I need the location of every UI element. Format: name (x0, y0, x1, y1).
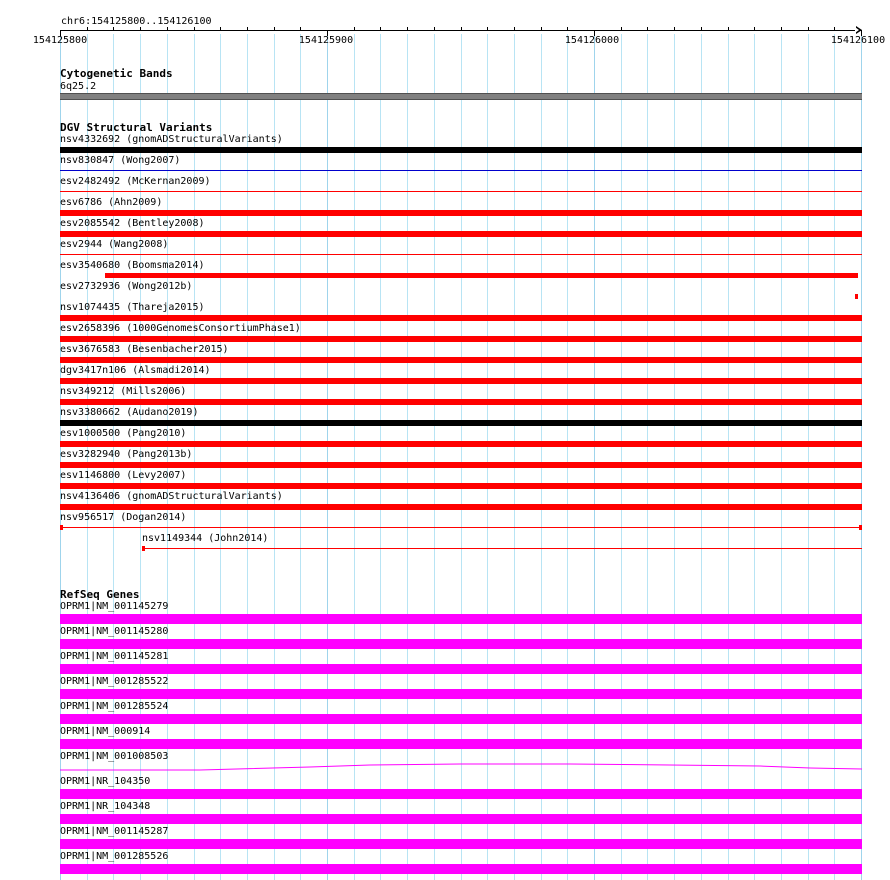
ruler-arrow-icon-inner (855, 27, 859, 33)
ruler-tick (808, 27, 809, 30)
grid-line (567, 34, 568, 880)
dgv-feature-label: esv3540680 (Boomsma2014) (60, 260, 205, 271)
ruler-tick (487, 27, 488, 30)
track-title-refseq[interactable]: RefSeq Genes (60, 588, 140, 601)
refseq-feature-glyph[interactable] (60, 839, 862, 849)
dgv-feature-label: nsv3380662 (Audano2019) (60, 407, 199, 418)
dgv-feature-end-marker (142, 546, 145, 551)
refseq-feature-glyph[interactable] (60, 689, 862, 699)
ruler-tick (834, 27, 835, 30)
cytoband-bar[interactable] (60, 93, 862, 100)
dgv-feature-glyph[interactable] (60, 191, 862, 192)
ruler-tick (407, 27, 408, 30)
ruler-tick (461, 27, 462, 30)
dgv-feature-label: dgv3417n106 (Alsmadi2014) (60, 365, 211, 376)
grid-line (621, 34, 622, 880)
grid-line (808, 34, 809, 880)
refseq-feature-label: OPRM1|NM_001145287 (60, 826, 169, 837)
grid-line (647, 34, 648, 880)
refseq-feature-label: OPRM1|NM_001145280 (60, 626, 169, 637)
dgv-feature-glyph[interactable] (60, 378, 862, 384)
dgv-feature-label: nsv1074435 (Thareja2015) (60, 302, 205, 313)
dgv-feature-glyph[interactable] (855, 294, 858, 299)
grid-line (380, 34, 381, 880)
grid-line (220, 34, 221, 880)
refseq-feature-glyph[interactable] (60, 639, 862, 649)
dgv-feature-label: esv3282940 (Pang2013b) (60, 449, 193, 460)
ruler-tick (647, 27, 648, 30)
grid-line (754, 34, 755, 880)
refseq-feature-label: OPRM1|NR_104348 (60, 801, 151, 812)
dgv-feature-label: nsv349212 (Mills2006) (60, 386, 187, 397)
ruler-tick (247, 27, 248, 30)
ruler-tick-label: 154126100 (830, 35, 886, 46)
dgv-feature-label: esv1146800 (Levy2007) (60, 470, 187, 481)
dgv-feature-label: nsv4332692 (gnomADStructuralVariants) (60, 134, 283, 145)
grid-line (327, 34, 328, 880)
dgv-feature-glyph[interactable] (60, 170, 862, 171)
ruler-tick (674, 27, 675, 30)
ruler-tick (113, 27, 114, 30)
refseq-feature-glyph[interactable] (60, 814, 862, 824)
dgv-feature-label: nsv830847 (Wong2007) (60, 155, 181, 166)
ruler-tick-label: 154125900 (298, 35, 354, 46)
dgv-feature-glyph[interactable] (60, 462, 862, 468)
refseq-feature-label: OPRM1|NM_001145279 (60, 601, 169, 612)
ruler-location: chr6:154125800..154126100 (61, 16, 212, 27)
dgv-feature-label: esv2944 (Wang2008) (60, 239, 169, 250)
dgv-feature-glyph[interactable] (60, 527, 862, 528)
ruler-tick (300, 27, 301, 30)
dgv-feature-glyph[interactable] (142, 548, 862, 549)
refseq-feature-label: OPRM1|NM_001145281 (60, 651, 169, 662)
refseq-feature-glyph[interactable] (60, 739, 862, 749)
grid-line (514, 34, 515, 880)
refseq-feature-label: OPRM1|NR_104350 (60, 776, 151, 787)
ruler-tick (380, 27, 381, 30)
dgv-feature-label: nsv1149344 (John2014) (142, 533, 269, 544)
dgv-feature-end-marker (859, 525, 862, 530)
ruler-tick (434, 27, 435, 30)
dgv-feature-glyph[interactable] (60, 483, 862, 489)
dgv-feature-glyph[interactable] (60, 399, 862, 405)
grid-line (407, 34, 408, 880)
grid-line (728, 34, 729, 880)
ruler-tick-label: 154125800 (32, 35, 88, 46)
dgv-feature-label: nsv956517 (Dogan2014) (60, 512, 187, 523)
dgv-feature-label: esv2482492 (McKernan2009) (60, 176, 211, 187)
grid-line (300, 34, 301, 880)
refseq-feature-glyph[interactable] (60, 664, 862, 674)
ruler-tick (274, 27, 275, 30)
ruler-tick (781, 27, 782, 30)
ruler-tick-label: 154126000 (564, 35, 620, 46)
ruler-tick (754, 27, 755, 30)
dgv-feature-label: esv6786 (Ahn2009) (60, 197, 163, 208)
dgv-feature-glyph[interactable] (60, 210, 862, 216)
grid-line (461, 34, 462, 880)
refseq-feature-glyph[interactable] (60, 714, 862, 724)
grid-line (194, 34, 195, 880)
refseq-feature-label: OPRM1|NM_001285526 (60, 851, 169, 862)
grid-line (594, 34, 595, 880)
dgv-feature-label: esv2658396 (1000GenomesConsortiumPhase1) (60, 323, 301, 334)
dgv-feature-glyph[interactable] (60, 254, 862, 255)
dgv-feature-label: esv3676583 (Besenbacher2015) (60, 344, 229, 355)
dgv-feature-glyph[interactable] (60, 147, 862, 153)
refseq-feature-glyph[interactable] (60, 789, 862, 799)
grid-line (701, 34, 702, 880)
dgv-feature-glyph[interactable] (105, 273, 858, 278)
grid-line (861, 34, 862, 880)
refseq-feature-glyph[interactable] (60, 864, 862, 874)
dgv-feature-glyph[interactable] (60, 336, 862, 342)
dgv-feature-glyph[interactable] (60, 420, 862, 426)
grid-line (781, 34, 782, 880)
ruler-tick (514, 27, 515, 30)
ruler-tick (728, 27, 729, 30)
ruler-tick (140, 27, 141, 30)
grid-line (247, 34, 248, 880)
refseq-feature-label: OPRM1|NM_001285524 (60, 701, 169, 712)
dgv-feature-end-marker (60, 525, 63, 530)
grid-line (274, 34, 275, 880)
ruler-line (60, 30, 861, 31)
ruler-tick (167, 27, 168, 30)
dgv-feature-glyph[interactable] (60, 315, 862, 321)
grid-line (674, 34, 675, 880)
ruler-tick (567, 27, 568, 30)
track-title-dgv[interactable]: DGV Structural Variants (60, 121, 213, 134)
grid-line (834, 34, 835, 880)
refseq-feature-label: OPRM1|NM_001008503 (60, 751, 169, 762)
grid-line (434, 34, 435, 880)
dgv-feature-glyph[interactable] (60, 504, 862, 510)
track-title-cytoband[interactable]: Cytogenetic Bands (60, 67, 173, 80)
dgv-feature-glyph[interactable] (60, 231, 862, 237)
dgv-feature-label: esv2732936 (Wong2012b) (60, 281, 193, 292)
refseq-feature-glyph[interactable] (60, 614, 862, 624)
ruler-tick (87, 27, 88, 30)
dgv-feature-glyph[interactable] (60, 441, 862, 447)
ruler-tick (701, 27, 702, 30)
refseq-feature-label: OPRM1|NM_001285522 (60, 676, 169, 687)
dgv-feature-label: nsv4136406 (gnomADStructuralVariants) (60, 491, 283, 502)
ruler-tick (541, 27, 542, 30)
refseq-feature-label: OPRM1|NM_000914 (60, 726, 151, 737)
cytoband-label: 6q25.2 (60, 81, 97, 92)
ruler-tick (194, 27, 195, 30)
grid-line (487, 34, 488, 880)
grid-line (541, 34, 542, 880)
grid-line (354, 34, 355, 880)
ruler-tick (621, 27, 622, 30)
refseq-feature-glyph[interactable] (60, 763, 862, 771)
dgv-feature-label: esv1000500 (Pang2010) (60, 428, 187, 439)
dgv-feature-glyph[interactable] (60, 357, 862, 363)
ruler-tick (220, 27, 221, 30)
ruler-tick (354, 27, 355, 30)
dgv-feature-label: esv2085542 (Bentley2008) (60, 218, 205, 229)
